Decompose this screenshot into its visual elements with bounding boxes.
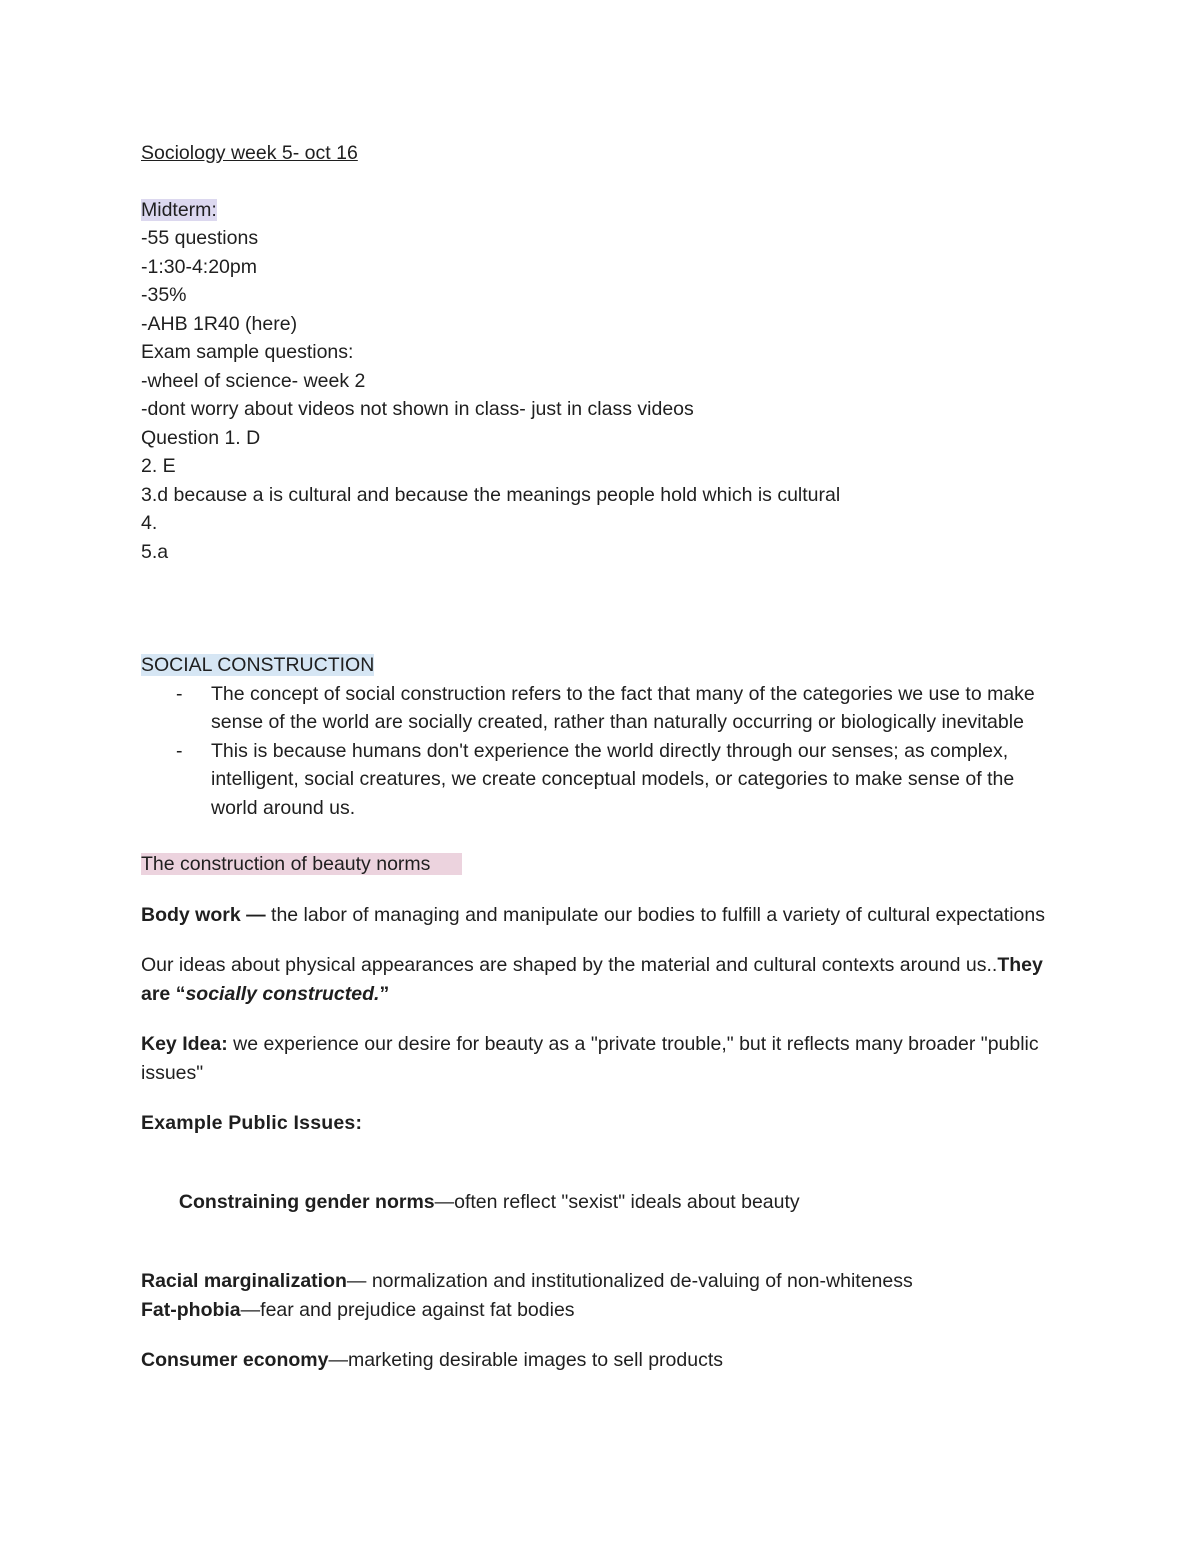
spacer [141,822,1061,850]
spacer [141,168,1061,196]
list-item [141,737,1061,823]
social-construction-section [141,651,1061,822]
bullet-list [141,680,1061,823]
key-idea-text: we experience our desire for beauty as a "private trouble," but it reflects many broader "public issues" [141,1033,1039,1084]
list-item [141,680,1061,737]
midterm-line: -wheel of science- week 2 [141,369,366,392]
issue-term: Constraining gender norms [173,1191,435,1213]
social-construction-heading: SOCIAL CONSTRUCTION [141,654,375,676]
issue-text: —often reflect "sexist" ideals about beauty [434,1191,800,1213]
beauty-norms-section [141,850,1061,1375]
ideas-text: Our ideas about physical appearances are shaped by the material and cultural contexts around us.. [141,954,998,976]
ideas-bold-italic: socially constructed. [185,982,380,1005]
midterm-line: -AHB 1R40 (here) [141,312,298,335]
ideas-paragraph [141,951,1061,1008]
bullet-text: This is because humans don't experience the world directly through our senses; as complex, intelligent, social creatures, we create conceptual models, or categories to make sense of the world around us. [211,739,1015,819]
issue-text: —fear and prejudice against fat bodies [240,1298,575,1321]
example-issues-heading-paragraph [141,1109,1061,1138]
issue-item [141,1346,1061,1375]
body-work-term: Body work — [141,903,266,926]
body-work-paragraph [141,901,1061,930]
key-idea-paragraph [141,1030,1061,1087]
midterm-line: -1:30-4:20pm [141,255,257,278]
midterm-line: Question 1. D [141,426,261,449]
body-work-definition: the labor of managing and manipulate our bodies to fulfill a variety of cultural expectations [265,903,1045,926]
bullet-marker: - [176,739,183,762]
ideas-bold-suffix: ” [379,982,390,1005]
bullet-text: The concept of social construction refers to the fact that many of the categories we use to make sense of the world are socially created, rather than naturally occurring or biologically inevitable [211,682,1035,733]
issue-text: — normalization and institutionalized de-valuing of non-whiteness [346,1270,913,1292]
document-title: Sociology week 5- oct 16 [141,142,358,164]
beauty-norms-heading: The construction of beauty norms [141,853,462,875]
midterm-section [141,196,1061,567]
spacer [141,566,1061,651]
issue-item [141,1160,1061,1246]
midterm-line: -55 questions [141,227,259,249]
midterm-line: 5.a [141,540,169,563]
midterm-line: -35% [141,284,187,306]
issue-term: Consumer economy [141,1349,329,1371]
midterm-line: Exam sample questions: [141,341,354,363]
midterm-line: 2. E [141,455,176,477]
issue-item [141,1267,1061,1296]
midterm-heading: Midterm: [141,198,217,221]
issue-term: Fat-phobia [141,1298,241,1321]
issue-text: —marketing desirable images to sell products [328,1349,723,1371]
issue-item [141,1296,1061,1325]
document-page [141,139,1061,1375]
example-issues-heading: Example Public Issues: [141,1112,363,1134]
key-idea-term: Key Idea: [141,1033,228,1055]
issue-term: Racial marginalization [141,1270,347,1292]
midterm-line: -dont worry about videos not shown in class- just in class videos [141,398,694,420]
ideas-bold-prefix: They are “ [141,954,1043,1005]
midterm-line: 4. [141,512,158,534]
midterm-line: 3.d because a is cultural and because the meanings people hold which is cultural [141,483,841,506]
bullet-marker: - [176,682,183,705]
